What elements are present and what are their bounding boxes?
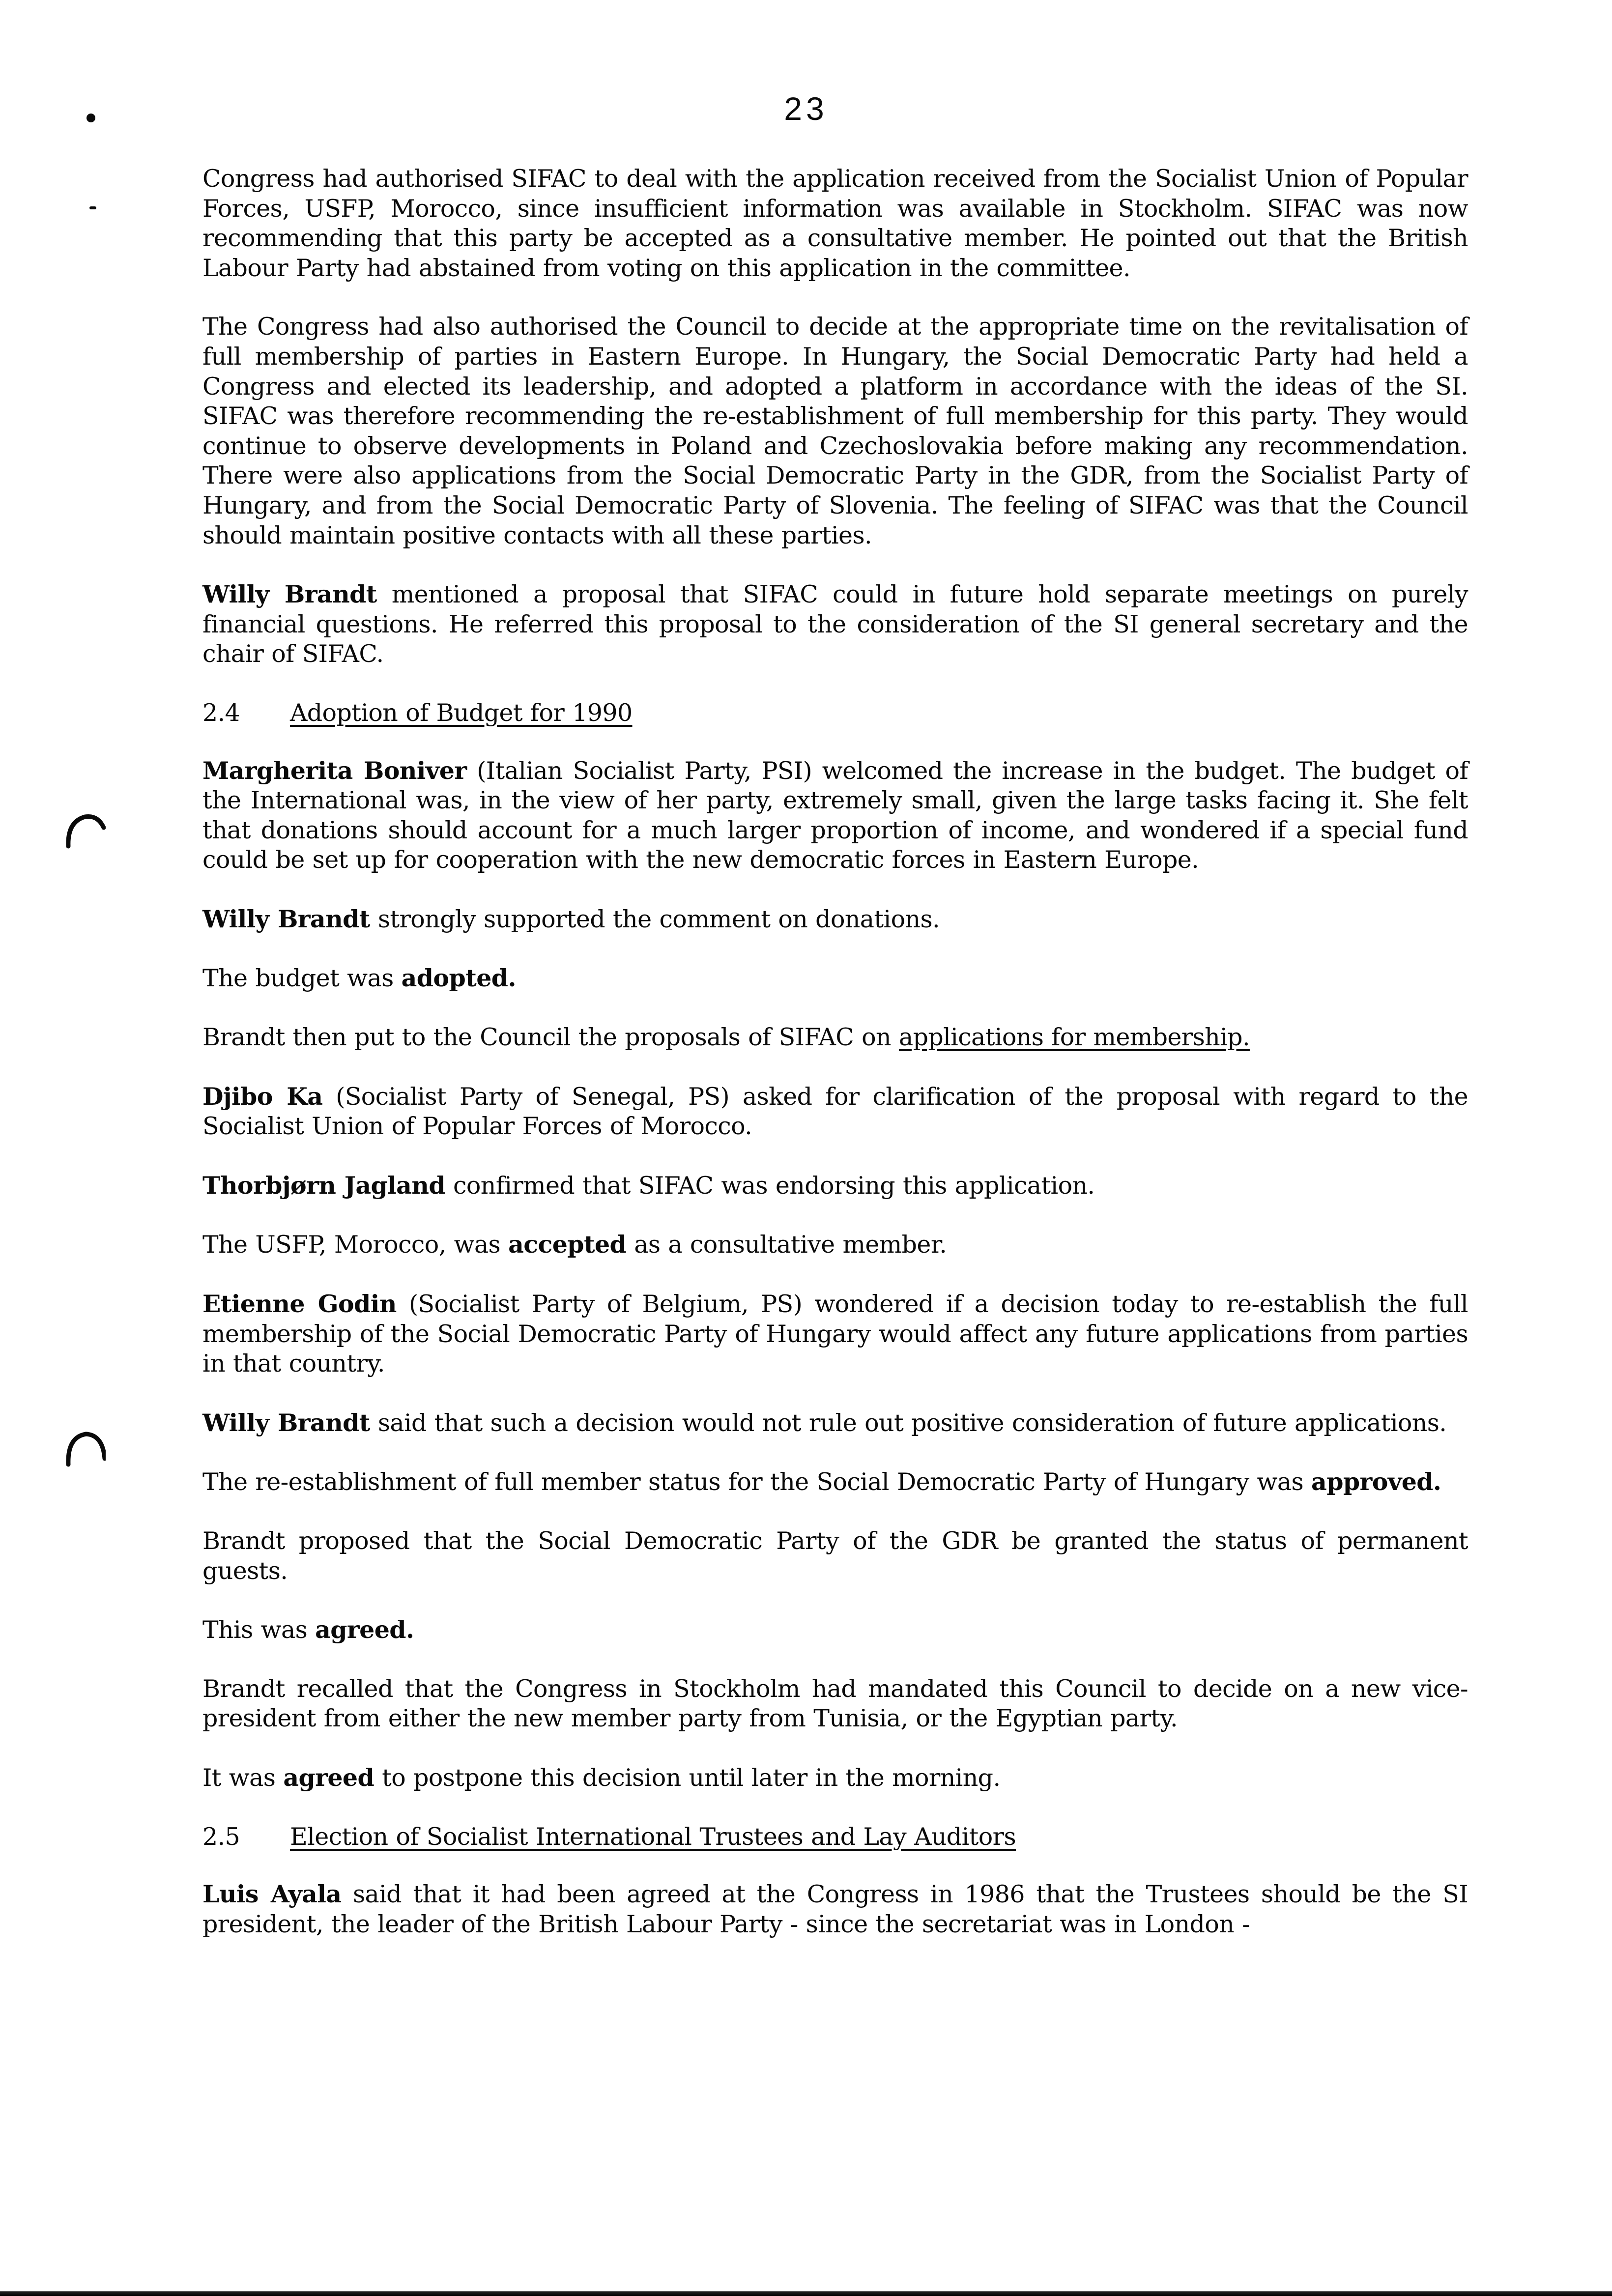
margin-dot-icon (86, 114, 95, 122)
paragraph (202, 1615, 1468, 1645)
speaker-or-emphasis: approved. (1311, 1467, 1441, 1496)
paragraph-text: mentioned a proposal that SIFAC could in future hold separate meetings on purely financial questions. He referred this proposal to the consideration of the SI general secretary and the chair of SIFAC. (202, 580, 1468, 668)
speaker-or-emphasis: Djibo Ka (202, 1082, 323, 1111)
speaker-or-emphasis: agreed (283, 1763, 374, 1792)
speaker-or-emphasis: Willy Brandt (202, 1408, 370, 1437)
section-title: Adoption of Budget for 1990 (290, 698, 633, 727)
paragraph-text: confirmed that SIFAC was endorsing this application. (445, 1171, 1095, 1200)
paragraph (202, 1171, 1468, 1201)
paragraph-text: said that such a decision would not rule out positive consideration of future applications. (370, 1408, 1447, 1437)
paragraph (202, 963, 1468, 994)
scan-bottom-edge (0, 2292, 1612, 2296)
paragraph (202, 1763, 1468, 1793)
speaker-or-emphasis: Etienne Godin (202, 1290, 397, 1319)
speaker-or-emphasis: accepted (508, 1230, 627, 1259)
paragraph (202, 312, 1468, 550)
paragraph-text: The Congress had also authorised the Council to decide at the appropriate time on the revitalisation of full membership of parties in Eastern Europe. In Hungary, the Social Democratic Party had held a Congress and elected its leadership, and adopted a platform in accordance with the ideas of the SI. SIFAC was therefore recommending the re-establishment of full membership for this party. They would continue to observe developments in Poland and Czechoslovakia before making any recommendation. There were also applications from the Social Democratic Party in the GDR, from the Socialist Party of Hungary, and from the Social Democratic Party of Slovenia. The feeling of SIFAC was that the Council should maintain positive contacts with all these parties. (202, 313, 1468, 549)
paragraph-text: Brandt proposed that the Social Democratic Party of the GDR be granted the status of permanent guests. (202, 1527, 1468, 1585)
section-number: 2.5 (202, 1822, 240, 1851)
paragraph-text: Brandt recalled that the Congress in Stockholm had mandated this Council to decide on a new vice-president from either the new member party from Tunisia, or the Egyptian party. (202, 1674, 1468, 1733)
paragraph-text: (Italian Socialist Party, PSI) welcomed the increase in the budget. The budget of the International was, in the view of her party, extremely small, given the large tasks facing it. She felt that donations should account for a much larger proportion of income, and wondered if a special fund could be set up for cooperation with the new democratic forces in Eastern Europe. (202, 756, 1468, 874)
page-number: 23 (784, 90, 828, 127)
section-number: 2.4 (202, 698, 240, 727)
paragraph-text: The budget was (202, 964, 402, 993)
section-heading (202, 698, 1468, 728)
paragraph-text: (Socialist Party of Senegal, PS) asked for clarification of the proposal with regard to the Socialist Union of Popular Forces of Morocco. (202, 1082, 1468, 1141)
paragraph-text: The USFP, Morocco, was (202, 1231, 509, 1259)
speaker-or-emphasis: Willy Brandt (202, 904, 370, 933)
margin-dash-icon (89, 206, 96, 209)
section-title: Election of Socialist International Trustees and Lay Auditors (290, 1822, 1016, 1851)
paragraph (202, 1230, 1468, 1260)
paragraph (202, 1467, 1468, 1497)
underlined-text: applications for membership. (898, 1023, 1250, 1052)
paragraph (202, 904, 1468, 935)
paragraph-text: The re-establishment of full member status for the Social Democratic Party of Hungary was (202, 1468, 1312, 1496)
paragraph (202, 1674, 1468, 1734)
speaker-or-emphasis: Luis Ayala (202, 1880, 342, 1909)
paragraph-text: (Socialist Party of Belgium, PS) wondered if a decision today to re-establish the full membership of the Social Democratic Party of Hungary would affect any future applications from parties in that country. (202, 1290, 1468, 1378)
speaker-or-emphasis: Thorbjørn Jagland (202, 1171, 446, 1200)
document-body (202, 164, 1468, 1968)
section-heading (202, 1822, 1468, 1852)
paragraph-text: to postpone this decision until later in the morning. (374, 1763, 1001, 1792)
paragraph (202, 1408, 1468, 1438)
speaker-or-emphasis: Margherita Boniver (202, 756, 467, 785)
paragraph (202, 756, 1468, 875)
punch-hole-icon (65, 1430, 106, 1470)
paragraph-text: Congress had authorised SIFAC to deal with the application received from the Socialist Union of Popular Forces, USFP, Morocco, since insufficient information was available in Stockholm. SIFAC was now recommending that this party be accepted as a consultative member. He pointed out that the British Labour Party had abstained from voting on this application in the committee. (202, 165, 1468, 282)
speaker-or-emphasis: agreed. (315, 1615, 414, 1644)
paragraph-text: This was (202, 1616, 316, 1644)
paragraph-text: It was (202, 1763, 284, 1792)
paragraph (202, 164, 1468, 283)
paragraph (202, 1289, 1468, 1379)
paragraph (202, 1879, 1468, 1939)
paragraph (202, 1082, 1468, 1142)
speaker-or-emphasis: adopted. (401, 964, 516, 993)
paragraph-text: said that it had been agreed at the Congress in 1986 that the Trustees should be the SI president, the leader of the British Labour Party - since the secretariat was in London - (202, 1880, 1468, 1938)
paragraph-text: strongly supported the comment on donations. (370, 905, 940, 933)
paragraph-text: Brandt then put to the Council the proposals of SIFAC on (202, 1023, 899, 1052)
paragraph (202, 1526, 1468, 1586)
punch-hole-icon (65, 812, 106, 852)
paragraph-text: as a consultative member. (626, 1231, 947, 1259)
paragraph (202, 1023, 1468, 1053)
speaker-or-emphasis: Willy Brandt (202, 580, 377, 609)
paragraph (202, 579, 1468, 669)
